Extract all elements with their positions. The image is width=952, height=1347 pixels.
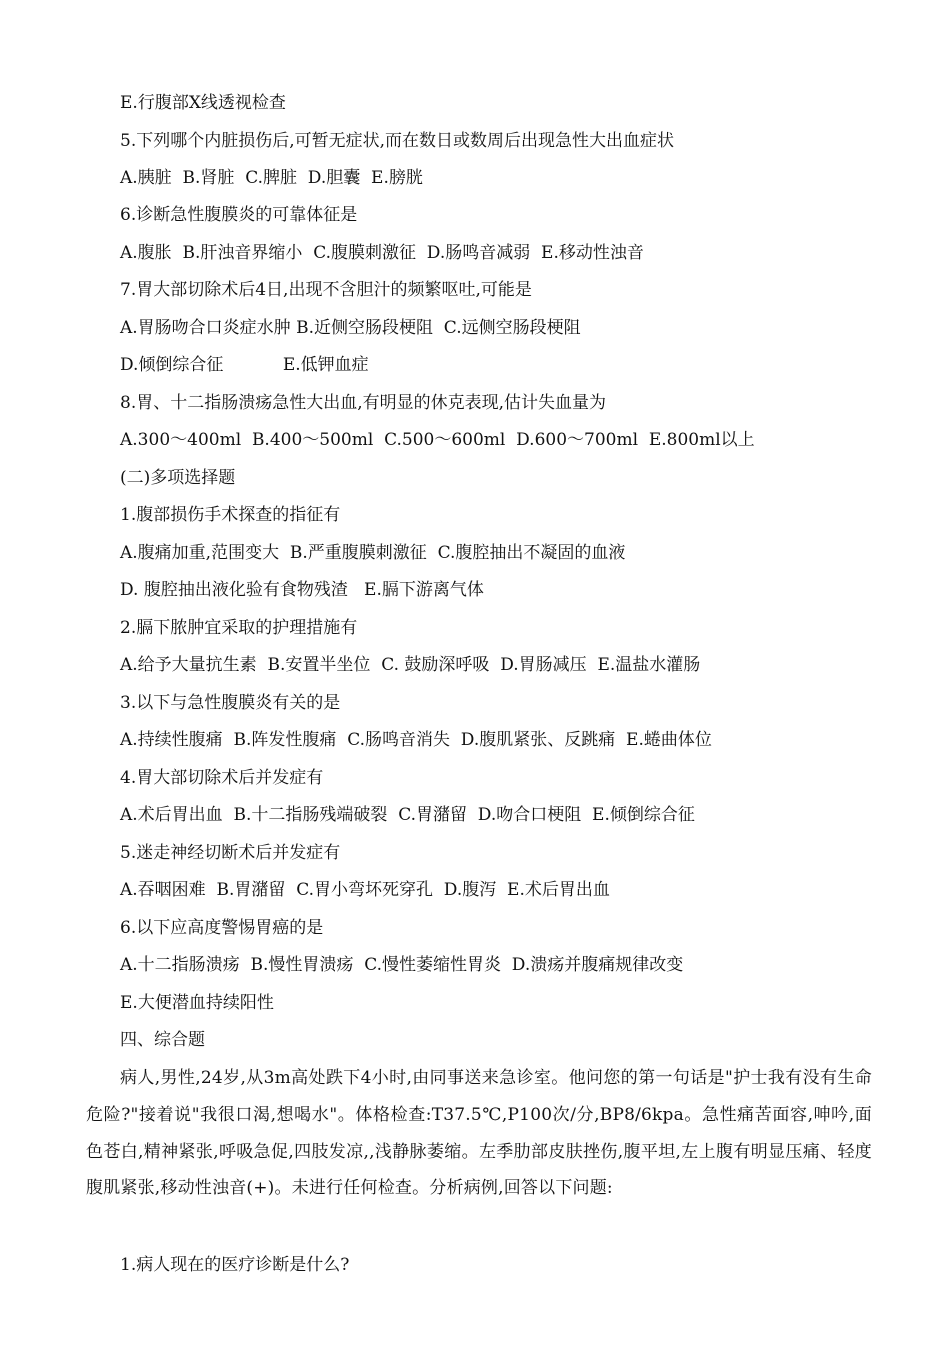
option-line: A.给予大量抗生素 B.安置半坐位 C. 鼓励深呼吸 D.胃肠减压 E.温盐水灌肠 bbox=[120, 655, 701, 675]
question-line: 3.以下与急性腹膜炎有关的是 bbox=[120, 693, 341, 713]
case-paragraph: 病人,男性,24岁,从3m高处跌下4小时,由同事送来急诊室。他问您的第一句话是"护士我有没有生命危险?"接着说"我很口渴,想喝水"。体格检查:T37.5℃,P100次/分,BP8/6kpa。急性痛苦面容,呻吟,面色苍白,精神紧张,呼吸急促,四肢发凉,,浅静脉萎缩。左季肋部皮肤挫伤,腹平坦,左上腹有明显压痛、轻度腹肌紧张,移动性浊音(+)。未进行任何检查。分析病例,回答以下问题: bbox=[86, 1068, 872, 1199]
question-line: 6.以下应高度警惕胃癌的是 bbox=[120, 918, 324, 938]
option-line: D. 腹腔抽出液化验有食物残渣 E.膈下游离气体 bbox=[120, 580, 484, 600]
question-line: 8.胃、十二指肠溃疡急性大出血,有明显的休克表现,估计失血量为 bbox=[120, 393, 607, 413]
option-line: A.300～400ml B.400～500ml C.500～600ml D.600～700ml E.800ml以上 bbox=[120, 430, 755, 450]
section-heading: (二)多项选择题 bbox=[120, 468, 236, 488]
option-line: D.倾倒综合征 E.低钾血症 bbox=[120, 355, 369, 375]
section-heading: 四、综合题 bbox=[120, 1030, 205, 1050]
question-line: 2.膈下脓肿宜采取的护理措施有 bbox=[120, 618, 358, 638]
option-line: A.吞咽困难 B.胃潴留 C.胃小弯坏死穿孔 D.腹泻 E.术后胃出血 bbox=[120, 880, 610, 900]
option-line: A.胃肠吻合口炎症水肿 B.近侧空肠段梗阻 C.远侧空肠段梗阻 bbox=[120, 318, 581, 338]
case-question: 1.病人现在的医疗诊断是什么? bbox=[120, 1255, 350, 1275]
option-line: A.持续性腹痛 B.阵发性腹痛 C.肠鸣音消失 D.腹肌紧张、反跳痛 E.蜷曲体位 bbox=[120, 730, 712, 750]
question-line: 1.腹部损伤手术探查的指征有 bbox=[120, 505, 341, 525]
question-line: 6.诊断急性腹膜炎的可靠体征是 bbox=[120, 205, 358, 225]
option-line: A.十二指肠溃疡 B.慢性胃溃疡 C.慢性萎缩性胃炎 D.溃疡并腹痛规律改变 bbox=[120, 955, 684, 975]
option-line: E.大便潜血持续阳性 bbox=[120, 993, 274, 1013]
option-line: A.腹胀 B.肝浊音界缩小 C.腹膜刺激征 D.肠鸣音减弱 E.移动性浊音 bbox=[120, 243, 644, 263]
question-line: 5.迷走神经切断术后并发症有 bbox=[120, 843, 341, 863]
question-line: 7.胃大部切除术后4日,出现不含胆汁的频繁呕吐,可能是 bbox=[120, 280, 532, 300]
option-line: E.行腹部X线透视检查 bbox=[120, 93, 286, 113]
question-line: 4.胃大部切除术后并发症有 bbox=[120, 768, 324, 788]
question-line: 5.下列哪个内脏损伤后,可暂无症状,而在数日或数周后出现急性大出血症状 bbox=[120, 131, 675, 151]
option-line: A.腹痛加重,范围变大 B.严重腹膜刺激征 C.腹腔抽出不凝固的血液 bbox=[120, 543, 626, 563]
option-line: A.术后胃出血 B.十二指肠残端破裂 C.胃潴留 D.吻合口梗阻 E.倾倒综合征 bbox=[120, 805, 695, 825]
option-line: A.胰脏 B.肾脏 C.脾脏 D.胆囊 E.膀胱 bbox=[120, 168, 423, 188]
